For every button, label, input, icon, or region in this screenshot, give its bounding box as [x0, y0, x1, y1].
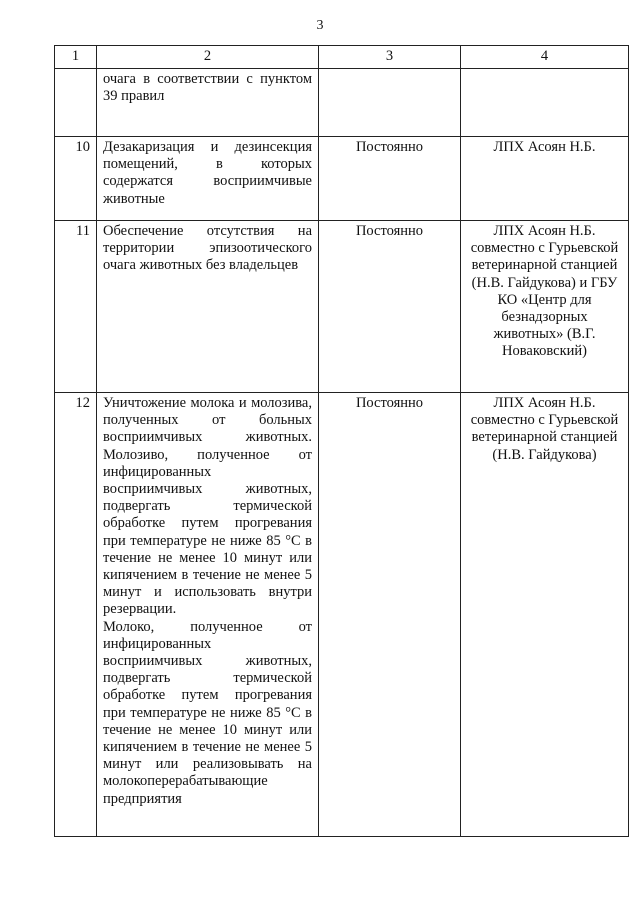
row-number: 12: [55, 393, 97, 837]
header-cell-4: 4: [461, 46, 629, 69]
row-description: Дезакаризация и дезинсекция помещений, в которых содержатся восприимчивые животные: [97, 137, 319, 221]
row-period: Постоянно: [319, 221, 461, 393]
row-description: Обеспечение отсутствия на территории эпизоотического очага животных без владельцев: [97, 221, 319, 393]
row-description: очага в соответствии с пунктом 39 правил: [97, 69, 319, 137]
table-header-row: [55, 46, 629, 69]
page-number: 3: [316, 18, 324, 33]
row-period: [319, 69, 461, 137]
row-description: [97, 393, 319, 837]
table-row-continuation: [55, 69, 629, 137]
header-cell-2: 2: [97, 46, 319, 69]
table-row: [55, 137, 629, 221]
row-description-paragraph-2: Молоко, полученное от инфицированных восприимчивых животных, подвергать термической обработке путем прогревания при температуре не ниже 85 °С в течение не менее 10 минут или кипячением в течение не менее 5 минут или реализовывать на молокоперерабатывающие предприятия: [103, 618, 312, 807]
row-responsible: ЛПХ Асоян Н.Б. совместно с Гурьевской ветеринарной станцией (Н.В. Гайдукова) и ГБУ КО «Центр для безнадзорных животных» (В.Г. Новаковский): [461, 221, 629, 393]
table-row: [55, 393, 629, 837]
table-row: [55, 221, 629, 393]
row-description-paragraph-1: Уничтожение молока и молозива, полученных от больных восприимчивых животных. Молозиво, полученное от инфицированных восприимчивых животных, подвергать термической обработке путем прогревания при температуре не ниже 85 °С в течение не менее 10 минут или кипячением в течение не менее 5 минут и использовать внутри резервации.: [103, 395, 312, 618]
row-responsible: [461, 69, 629, 137]
row-period: Постоянно: [319, 137, 461, 221]
row-number: 11: [55, 221, 97, 393]
row-responsible: ЛПХ Асоян Н.Б. совместно с Гурьевской ветеринарной станцией (Н.В. Гайдукова): [461, 393, 629, 837]
row-responsible: ЛПХ Асоян Н.Б.: [461, 137, 629, 221]
row-number: 10: [55, 137, 97, 221]
header-cell-3: 3: [319, 46, 461, 69]
row-period: Постоянно: [319, 393, 461, 837]
measures-table: [54, 45, 629, 837]
row-number: [55, 69, 97, 137]
header-cell-1: 1: [55, 46, 97, 69]
